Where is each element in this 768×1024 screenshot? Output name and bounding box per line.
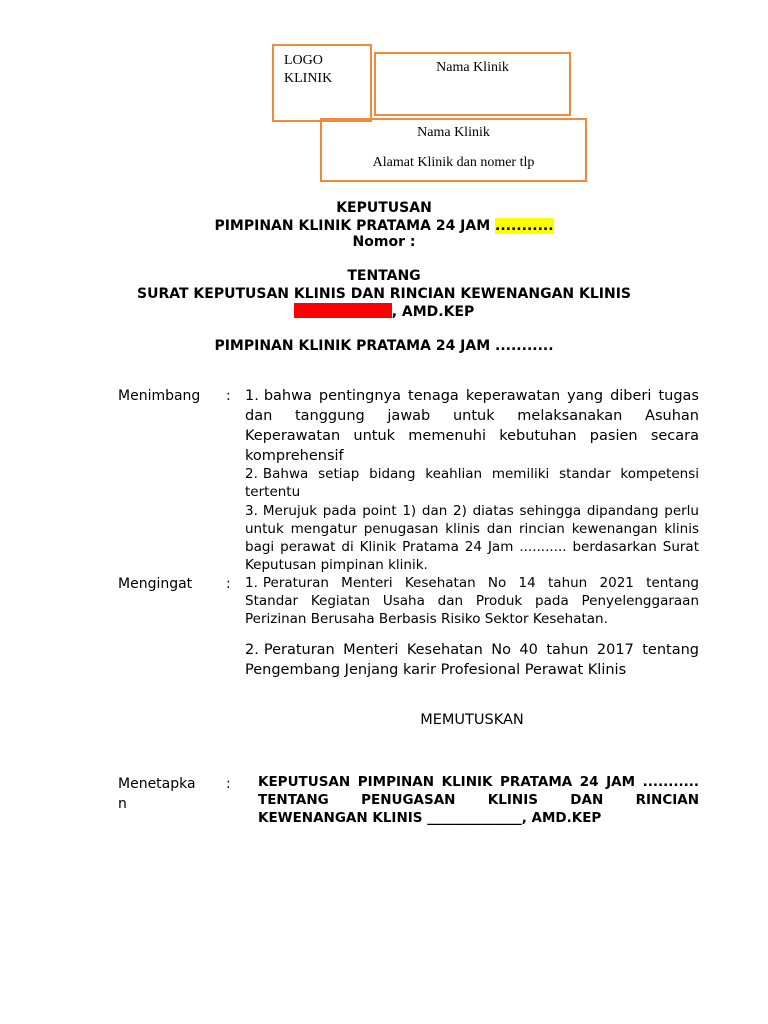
title-amd-kep: , AMD.KEP <box>391 304 475 320</box>
mengingat-item-2-text: Peraturan Menteri Kesehatan No 40 tahun 2017 tentang Pengembang Jenjang karir Profesional Perawat Klinis <box>245 642 699 678</box>
title-name-line <box>0 303 768 321</box>
mengingat-item-2 <box>245 640 699 680</box>
menetapkan-label-line1: Menetapka <box>118 776 196 792</box>
menimbang-colon: : <box>226 388 231 404</box>
clinic-address-box <box>320 118 587 182</box>
menimbang-item-3-number: 3. <box>245 503 258 519</box>
title-tentang: TENTANG <box>347 268 421 284</box>
title-nomor: Nomor : <box>352 234 416 250</box>
menetapkan-label-line2: n <box>118 796 127 812</box>
clinic-name-box <box>374 52 571 116</box>
mengingat-label: Mengingat <box>118 576 193 592</box>
title-pimpinan-dots: ........... <box>495 218 554 234</box>
clinic-name: Nama Klinik <box>436 60 509 75</box>
logo-text-line2: KLINIK <box>284 71 333 86</box>
logo-text-line1: LOGO <box>284 53 323 68</box>
menimbang-item-3 <box>245 502 699 574</box>
menimbang-item-2-text: Bahwa setiap bidang keahlian memiliki standar kompetensi tertentu <box>245 466 699 500</box>
menetapkan-colon: : <box>226 776 231 792</box>
title-keputusan: KEPUTUSAN <box>336 200 432 216</box>
menimbang-item-1 <box>245 386 699 466</box>
clinic-address: Alamat Klinik dan nomer tlp <box>372 155 535 170</box>
logo-box <box>272 44 372 122</box>
mengingat-item-1 <box>245 574 699 628</box>
menetapkan-label <box>118 774 196 814</box>
mengingat-item-2-number: 2. <box>245 642 259 658</box>
menimbang-item-1-text: bahwa pentingnya tenaga keperawatan yang diberi tugas dan tanggung jawab untuk melaksanakan Asuhan Keperawatan untuk memenuhi kebutuhan pasien secara komprehensif <box>245 388 699 464</box>
mengingat-item-1-number: 1. <box>245 575 258 591</box>
address-clinic-name: Nama Klinik <box>417 125 490 140</box>
title-pimpinan-text: PIMPINAN KLINIK PRATAMA 24 JAM <box>214 218 496 234</box>
title-subject: SURAT KEPUTUSAN KLINIS DAN RINCIAN KEWENANGAN KLINIS <box>137 286 631 302</box>
menimbang-label: Menimbang <box>118 388 201 404</box>
memutuskan-heading: MEMUTUSKAN <box>420 712 524 728</box>
menimbang-item-2 <box>245 465 699 501</box>
menimbang-item-2-number: 2. <box>245 466 258 482</box>
mengingat-item-1-text: Peraturan Menteri Kesehatan No 14 tahun 2021 tentang Standar Kegiatan Usaha dan Produk pada Penyelenggaraan Perizinan Berusaha Berbasis Risiko Sektor Kesehatan. <box>245 575 699 627</box>
heading-pimpinan: PIMPINAN KLINIK PRATAMA 24 JAM ........... <box>214 338 554 354</box>
menimbang-item-3-text: Merujuk pada point 1) dan 2) diatas sehingga dipandang perlu untuk mengatur penugasan klinis dan rincian kewenangan klinis bagi perawat di Klinik Pratama 24 Jam ........... berdasarkan Surat Keputusan pimpinan klinik. <box>245 503 699 573</box>
title-pimpinan <box>0 218 768 235</box>
menetapkan-text: KEPUTUSAN PIMPINAN KLINIK PRATAMA 24 JAM ........... TENTANG PENUGASAN KLINIS DAN RINCIAN KEWENANGAN KLINIS ______________, AMD.KEP <box>258 774 699 826</box>
redacted-name-highlight <box>294 303 392 318</box>
mengingat-colon: : <box>226 576 231 592</box>
menimbang-item-1-number: 1. <box>245 388 259 404</box>
